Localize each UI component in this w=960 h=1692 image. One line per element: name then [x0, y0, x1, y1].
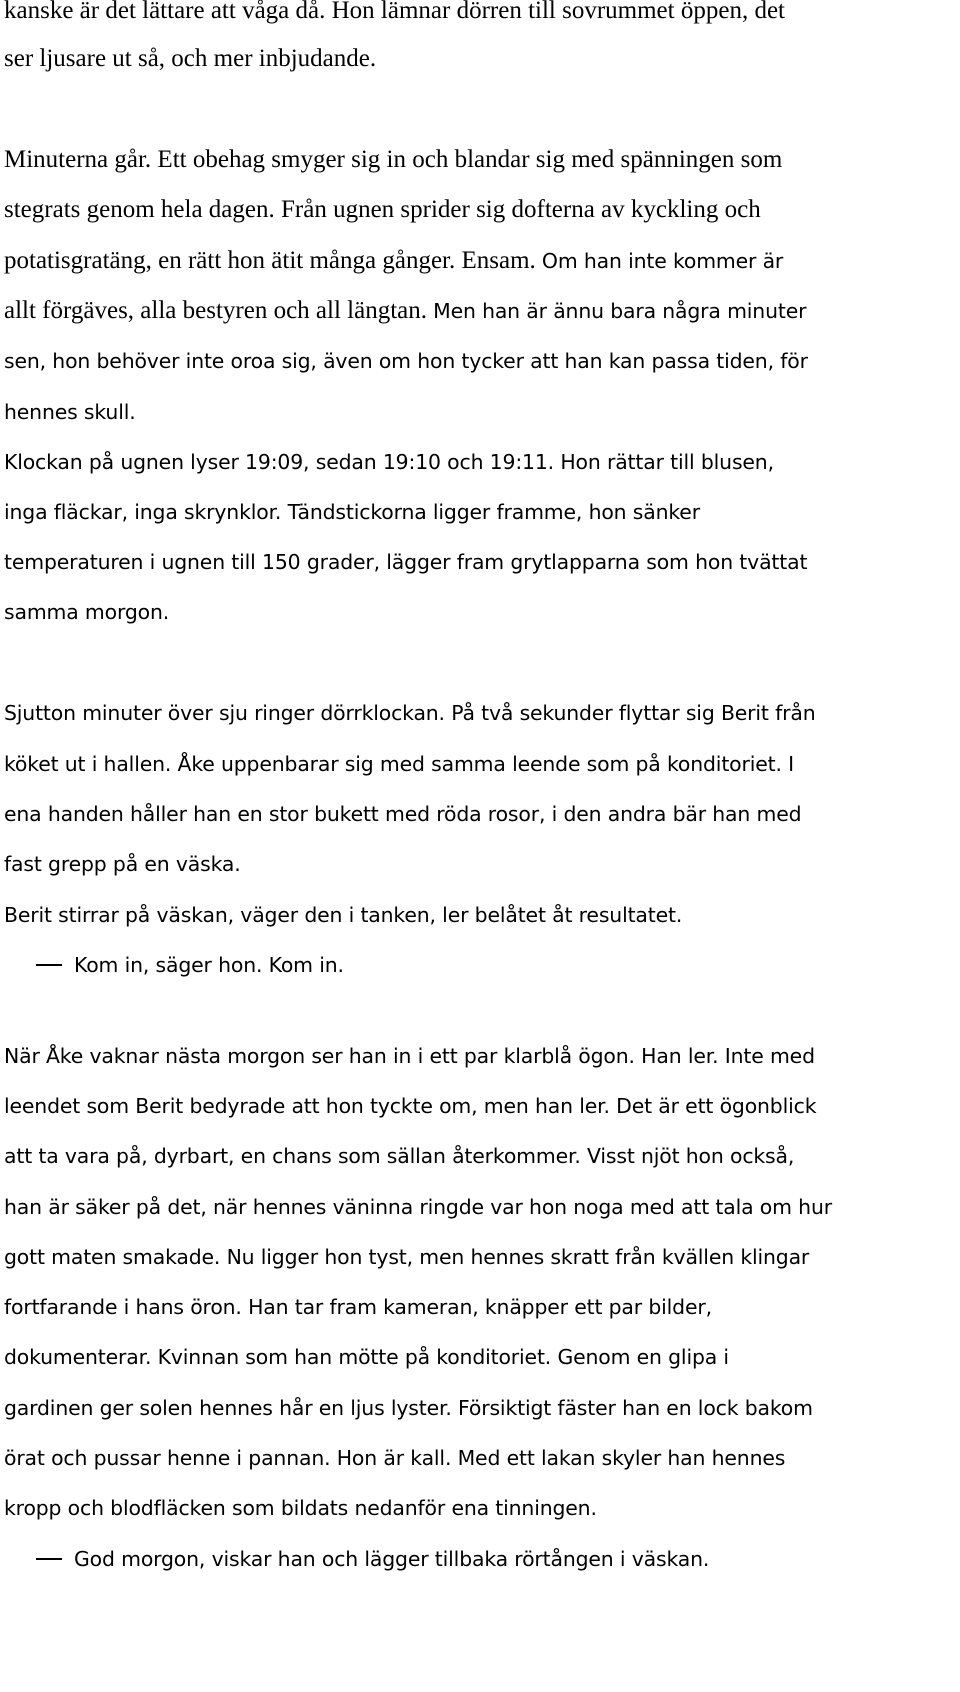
text-line: ena handen håller han en stor bukett med röda rosor, i den andra bär han med: [4, 802, 802, 826]
text-line: ser ljusare ut så, och mer inbjudande.: [4, 45, 377, 72]
text-segment: Om han inte kommer är: [541, 249, 784, 273]
text-line: att ta vara på, dyrbart, en chans som sällan återkommer. Visst njöt hon också,: [4, 1144, 795, 1168]
text-segment: allt förgäves, alla bestyren och all längtan.: [4, 297, 427, 324]
text-line: dokumenterar. Kvinnan som han mötte på konditoriet. Genom en glipa i: [4, 1345, 729, 1369]
text-line: han är säker på det, när hennes väninna ringde var hon noga med att tala om hur: [4, 1195, 832, 1219]
text-line: fast grepp på en väska.: [4, 852, 241, 876]
text-line: samma morgon.: [4, 600, 170, 624]
text-line: Berit stirrar på väskan, väger den i tanken, ler belåtet åt resultatet.: [4, 903, 683, 927]
text-line: temperaturen i ugnen till 150 grader, lägger fram grytlapparna som hon tvättat: [4, 550, 808, 574]
text-line: gardinen ger solen hennes hår en ljus lyster. Försiktigt fäster han en lock bakom: [4, 1396, 813, 1420]
text-line: kropp och blodfläcken som bildats nedanför ena tinningen.: [4, 1496, 597, 1520]
text-line: fortfarande i hans öron. Han tar fram kameran, knäpper ett par bilder,: [4, 1295, 712, 1319]
text-line: köket ut i hallen. Åke uppenbarar sig med samma leende som på konditoriet. I: [4, 752, 795, 776]
text-line: kanske är det lättare att våga då. Hon lämnar dörren till sovrummet öppen, det: [4, 0, 785, 24]
text-line-mixed: [4, 246, 956, 276]
dialogue-dash: [36, 964, 62, 966]
text-segment: potatisgratäng, en rätt hon ätit många gånger. Ensam.: [4, 247, 536, 274]
text-line: hennes skull.: [4, 400, 136, 424]
text-line-mixed: [4, 296, 956, 326]
text-segment: Men han är ännu bara några minuter: [433, 299, 807, 323]
dialogue-line: God morgon, viskar han och lägger tillbaka rörtången i väskan.: [74, 1547, 710, 1571]
text-line: örat och pussar henne i pannan. Hon är kall. Med ett lakan skyler han hennes: [4, 1446, 786, 1470]
text-line: gott maten smakade. Nu ligger hon tyst, men hennes skratt från kvällen klingar: [4, 1245, 810, 1269]
text-line: När Åke vaknar nästa morgon ser han in i ett par klarblå ögon. Han ler. Inte med: [4, 1044, 815, 1068]
text-line: inga fläckar, inga skrynklor. Tändstickorna ligger framme, hon sänker: [4, 500, 700, 524]
text-line: Klockan på ugnen lyser 19:09, sedan 19:10 och 19:11. Hon rättar till blusen,: [4, 450, 774, 474]
dialogue-dash: [36, 1558, 62, 1560]
text-line: Sjutton minuter över sju ringer dörrklockan. På två sekunder flyttar sig Berit från: [4, 701, 816, 725]
text-line: Minuterna går. Ett obehag smyger sig in och blandar sig med spänningen som: [4, 146, 783, 173]
text-line: sen, hon behöver inte oroa sig, även om hon tycker att han kan passa tiden, för: [4, 349, 808, 373]
text-line: stegrats genom hela dagen. Från ugnen sprider sig dofterna av kyckling och: [4, 196, 761, 223]
text-line: leendet som Berit bedyrade att hon tyckte om, men han ler. Det är ett ögonblick: [4, 1094, 817, 1118]
dialogue-line: Kom in, säger hon. Kom in.: [74, 953, 344, 977]
